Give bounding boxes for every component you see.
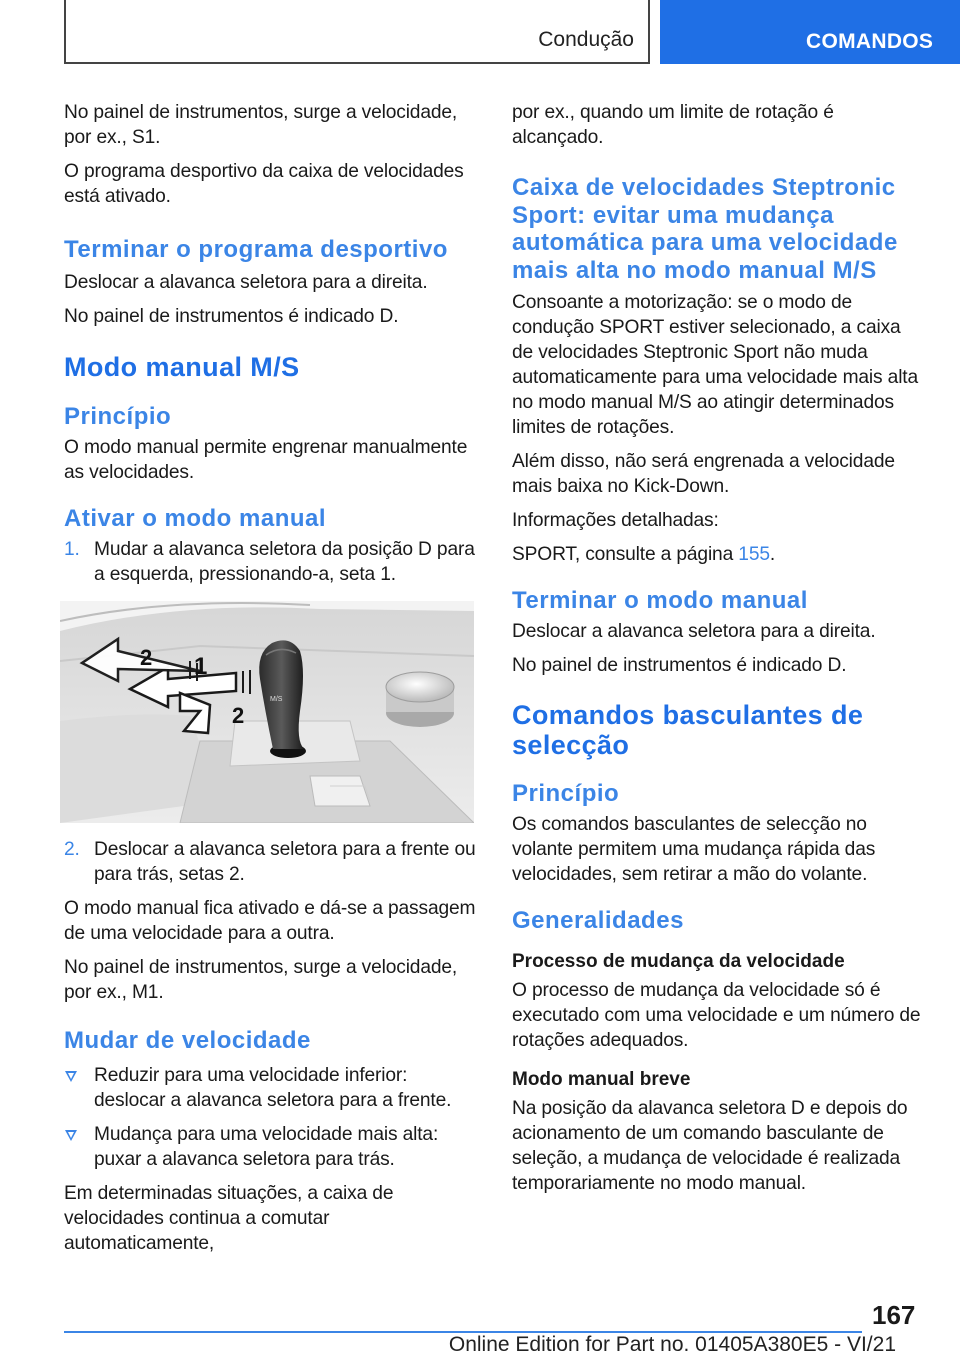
bullet-text: Reduzir para uma velocidade inferior: deslocar a alavanca seletora para a frente. [94,1065,452,1111]
paragraph: No painel de instrumentos é indicado D. [512,655,847,676]
arrow-2-label-bottom: 2 [232,703,245,728]
page-link-155[interactable]: 155 [738,544,770,565]
paragraph: No painel de instrumentos, surge a velocidade, por ex., M1. [64,957,458,1003]
paragraph: Deslocar a alavanca seletora para a direita. [512,621,876,642]
heading-paddle-shifters: Comandos basculantes de selecção [512,700,864,760]
paragraph: O modo manual permite engrenar manualmente as velocidades. [64,437,468,483]
bullet-upshift [64,1122,478,1172]
svg-text:M/S: M/S [270,696,283,703]
header-section-label: Condução [538,28,634,51]
left-column [64,100,478,1265]
footer-edition: Online Edition for Part no. 01405A380E5 - VI/21 [448,1333,896,1356]
header-chapter-tab [660,0,960,64]
step-text: Mudar a alavanca seletora da posição D para a esquerda, pressionando-a, seta 1. [94,539,475,585]
reference-text: SPORT, consulte a página [512,544,739,565]
step-2 [64,837,478,887]
header-section-tab [64,0,650,64]
paragraph: Consoante a motorização: se o modo de condução SPORT estiver selecionado, a caixa de velocidades Steptronic Sport não muda automaticamente para uma velocidade mais alta no modo manual M/S ao atingir determinados limites de rotações. [512,292,919,438]
paragraph: O modo manual fica ativado e dá-se a passagem de uma velocidade para a outra. [64,898,476,944]
arrow-2-label-top: 2 [140,645,153,670]
heading-manual-mode: Modo manual M/S [64,352,300,382]
heading-principle: Princípio [64,403,172,430]
bullet-downshift [64,1063,478,1113]
paragraph: Deslocar a alavanca seletora para a direita. [64,272,428,293]
bullet-text: Mudança para uma velocidade mais alta: puxar a alavanca seletora para trás. [94,1124,439,1170]
heading-brief-manual: Modo manual breve [512,1069,691,1090]
heading-end-manual: Terminar o modo manual [512,587,808,614]
heading-shift-process: Processo de mudança da velocidade [512,951,845,972]
paragraph: Além disso, não será engrenada a velocidade mais baixa no Kick-Down. [512,451,895,497]
paragraph: Os comandos basculantes de selecção no volante permitem uma mudança rápida das velocidades, sem retirar a mão do volante. [512,814,876,885]
paragraph: O processo de mudança da velocidade só é executado com uma velocidade e um número de rotações adequados. [512,980,921,1051]
heading-activate-manual: Ativar o modo manual [64,505,327,532]
heading-end-sport-program: Terminar o programa desportivo [64,236,448,263]
header-chapter-label: COMANDOS [806,30,934,53]
step-number: 1. [64,539,80,560]
gear-lever-drawing [60,601,474,823]
step-text: Deslocar a alavanca seletora para a frente ou para trás, setas 2. [94,839,476,885]
paragraph: O programa desportivo da caixa de velocidades está ativado. [64,161,464,207]
paragraph-page-reference [512,542,926,567]
triangle-bullet-icon [65,1071,77,1082]
paragraph: Em determinadas situações, a caixa de velocidades continua a comutar automaticamente, [64,1183,394,1254]
reference-end: . [769,544,776,565]
heading-general: Generalidades [512,907,684,934]
page-number: 167 [872,1300,916,1330]
paragraph: No painel de instrumentos é indicado D. [64,306,399,327]
paragraph: Informações detalhadas: [512,510,719,531]
step-1 [64,537,478,587]
right-column [512,100,926,1205]
arrow-1-label: 1 [194,653,208,680]
triangle-bullet-icon [65,1130,77,1141]
gear-selector-illustration [60,601,474,823]
step-number: 2. [64,839,80,860]
paragraph: por ex., quando um limite de rotação é alcançado. [512,102,834,148]
heading-principle: Princípio [512,780,620,807]
paragraph: Na posição da alavanca seletora D e depois do acionamento de um comando basculante de seleção, a mudança de velocidade é realizada temporariamente no modo manual. [512,1098,908,1194]
paragraph: No painel de instrumentos, surge a velocidade, por ex., S1. [64,102,458,148]
heading-steptronic-sport: Caixa de velocidades Steptronic Sport: evitar uma mudança automática para uma velocidade mais alta no modo manual M/S [512,174,898,284]
heading-shift-gear: Mudar de velocidade [64,1027,311,1054]
